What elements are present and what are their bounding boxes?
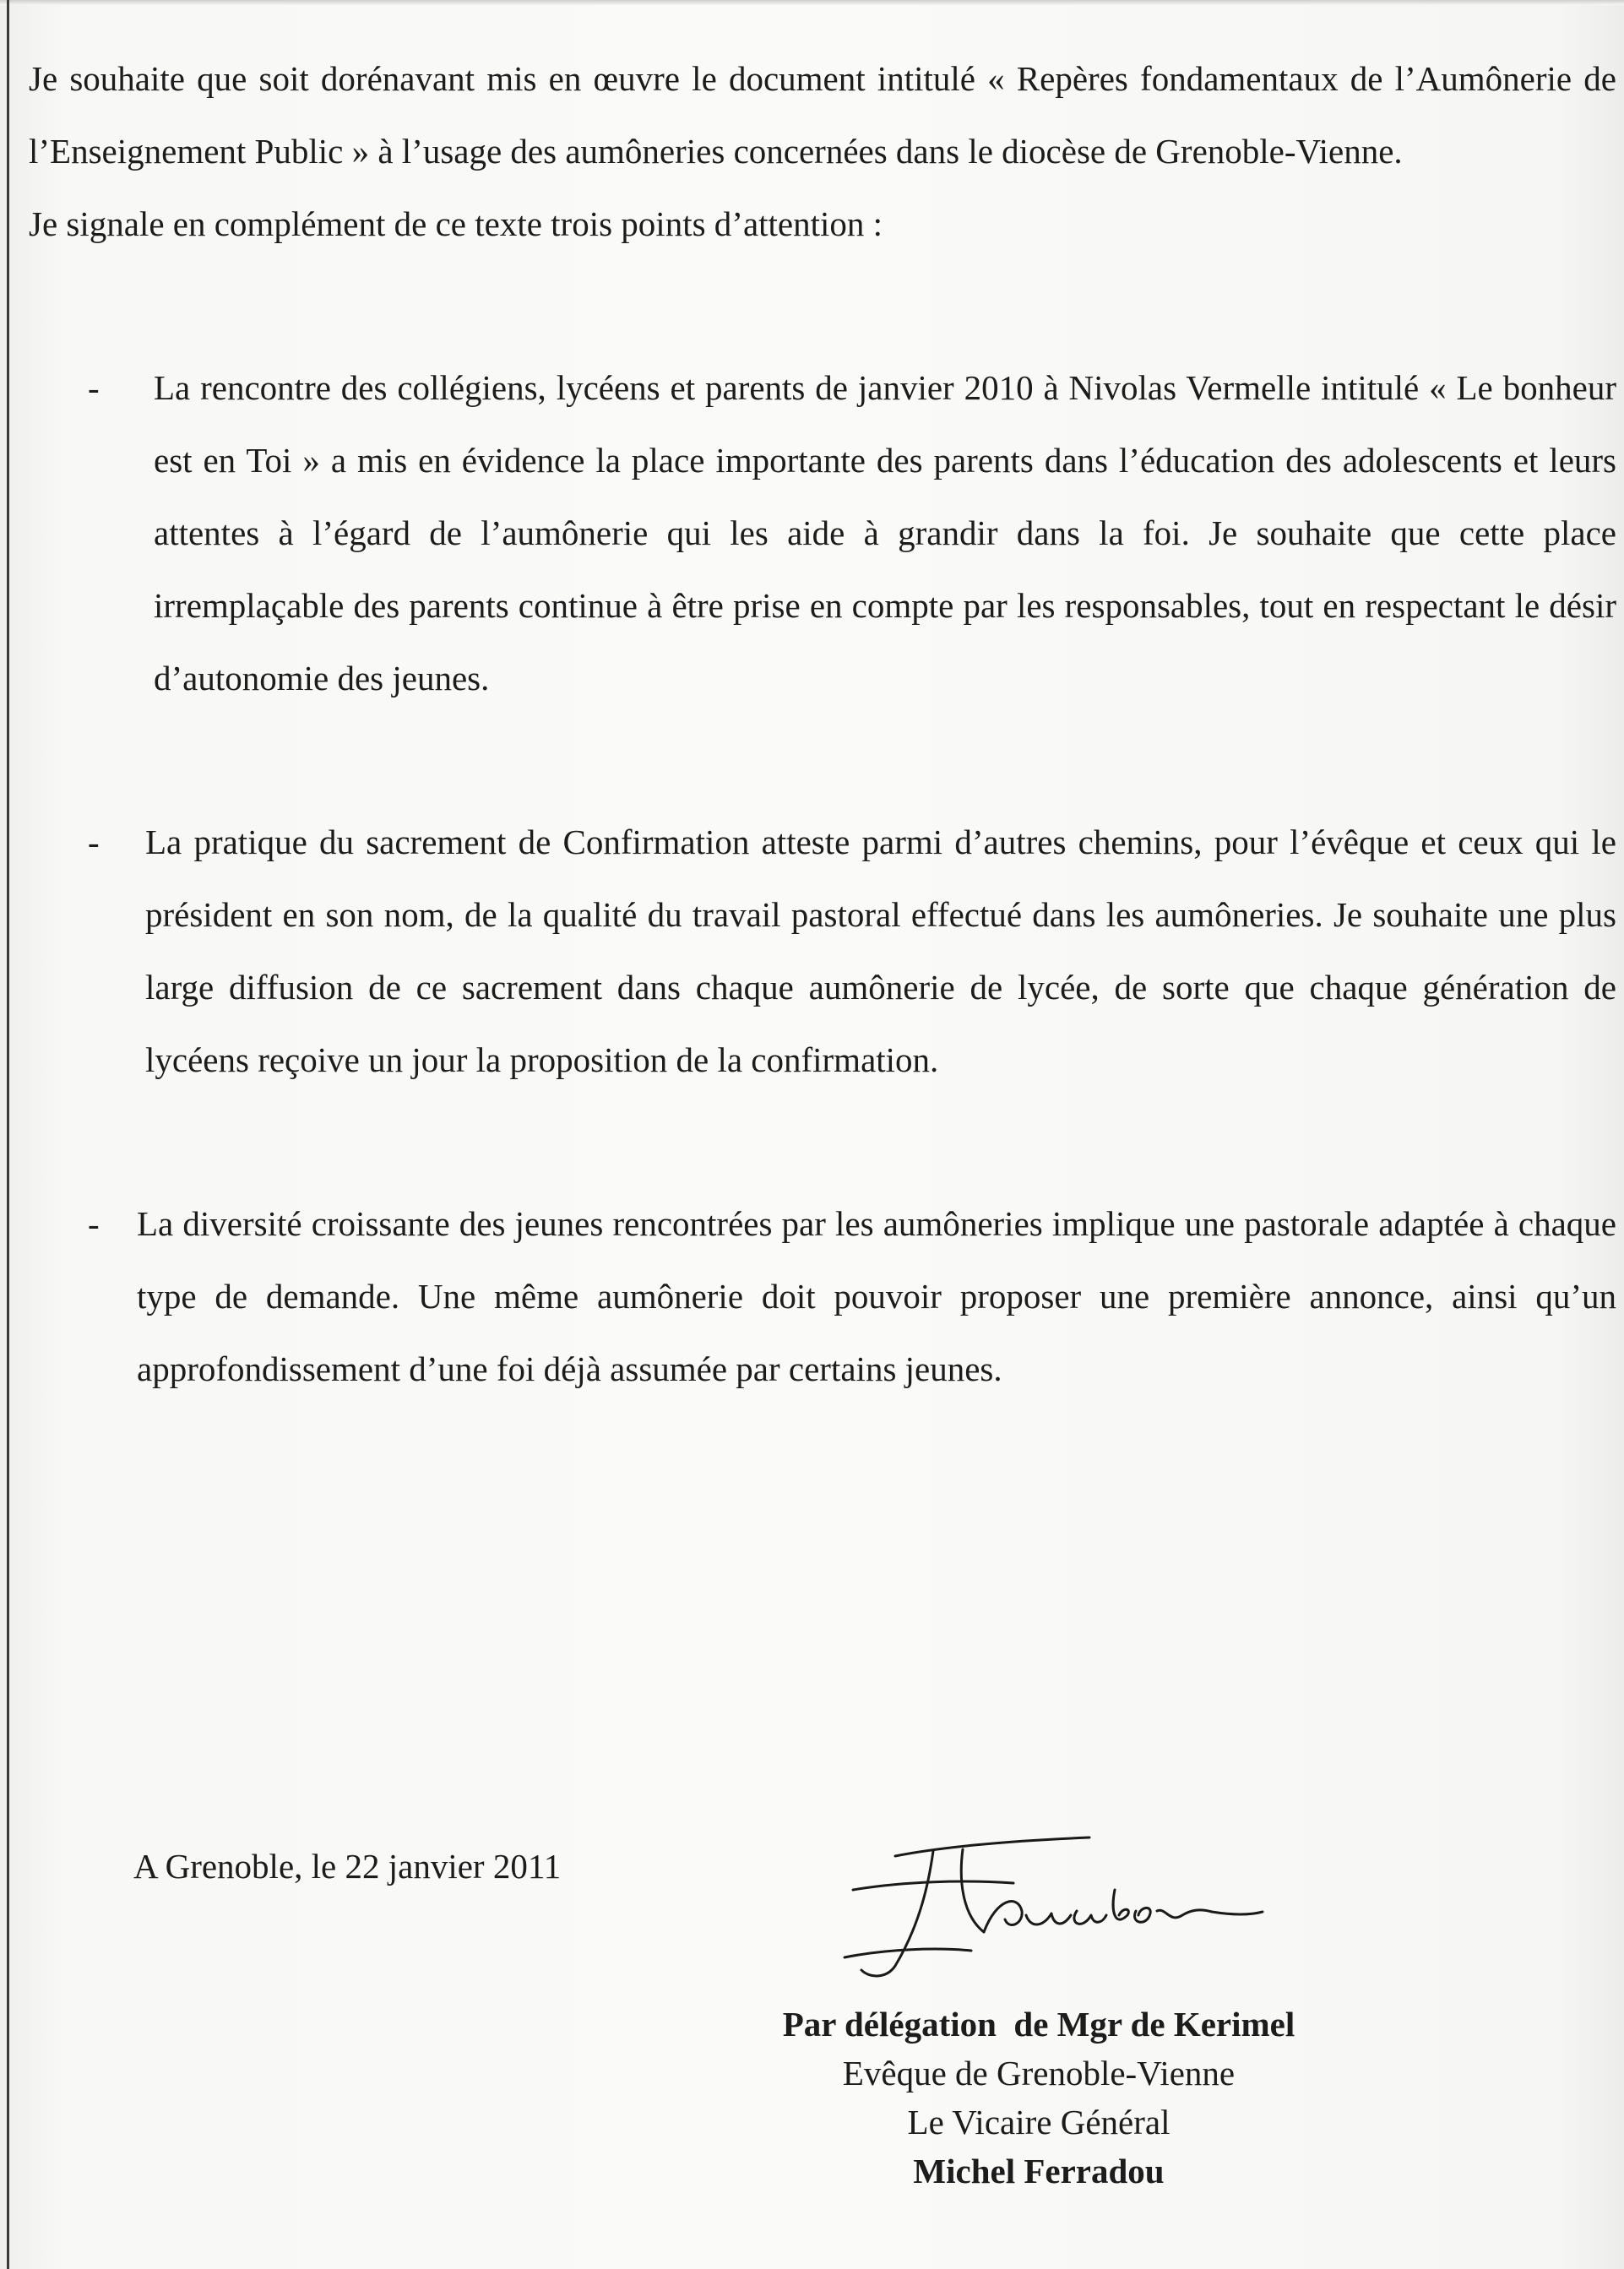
attention-point-3	[29, 1187, 1616, 1405]
signature-text: Ferradou	[836, 1831, 839, 1832]
letter-body	[29, 42, 1616, 1405]
bullet-dash: -	[88, 368, 100, 407]
intro-paragraph: Je souhaite que soit dorénavant mis en œuvre le document intitulé « Repères fondamentaux de l’Aumônerie de l’Enseignement Public » à l’usage des aumôneries concernées dans le diocèse de Grenoble-Vienne.	[29, 59, 1616, 171]
page-top-edge	[0, 0, 1624, 5]
handwritten-signature	[836, 1831, 1275, 1987]
attention-point-text: La diversité croissante des jeunes rencontrées par les aumôneries implique une pastorale adaptée à chaque type de demande. Une même aumônerie doit pouvoir proposer une première annonce, ainsi qu’un approfondissement d’une foi déjà assumée par certains jeunes.	[137, 1204, 1616, 1388]
attention-point-text: La pratique du sacrement de Confirmation atteste parmi d’autres chemins, pour l’évêque et ceux qui le président en son nom, de la qualité du travail pastoral effectué dans les aumôneries. Je souhaite une plus large diffusion de ce sacrement dans chaque aumônerie de lycée, de sorte que chaque génération de lycéens reçoive un jour la proposition de la confirmation.	[145, 822, 1616, 1079]
delegation-line: Par délégation de Mgr de Kerimel	[782, 2005, 1295, 2044]
attention-point-text: La rencontre des collégiens, lycéens et parents de janvier 2010 à Nivolas Vermelle intitulé « Le bonheur est en Toi » a mis en évidence la place importante des parents dans l’éducation des adolescents et leurs attentes à l’égard de l’aumônerie qui les aide à grandir dans la foi. Je souhaite que cette place irremplaçable des parents continue à être prise en compte par les responsables, tout en respectant le désir d’autonomie des jeunes.	[154, 368, 1616, 698]
place-and-date: A Grenoble, le 22 janvier 2011	[133, 1847, 562, 1886]
page-border-line	[7, 0, 9, 2269]
signatory-name: Michel Ferradou	[913, 2152, 1165, 2190]
attention-point-1	[29, 351, 1616, 714]
attention-point-2	[29, 806, 1616, 1096]
bullet-dash: -	[88, 822, 100, 861]
lead-sentence: Je signale en complément de ce texte trois points d’attention :	[29, 204, 883, 243]
vicar-role-line: Le Vicaire Général	[907, 2103, 1170, 2141]
bishop-role-line: Evêque de Grenoble-Vienne	[842, 2054, 1236, 2093]
signatory-block	[667, 2000, 1410, 2196]
bullet-dash: -	[88, 1204, 100, 1243]
